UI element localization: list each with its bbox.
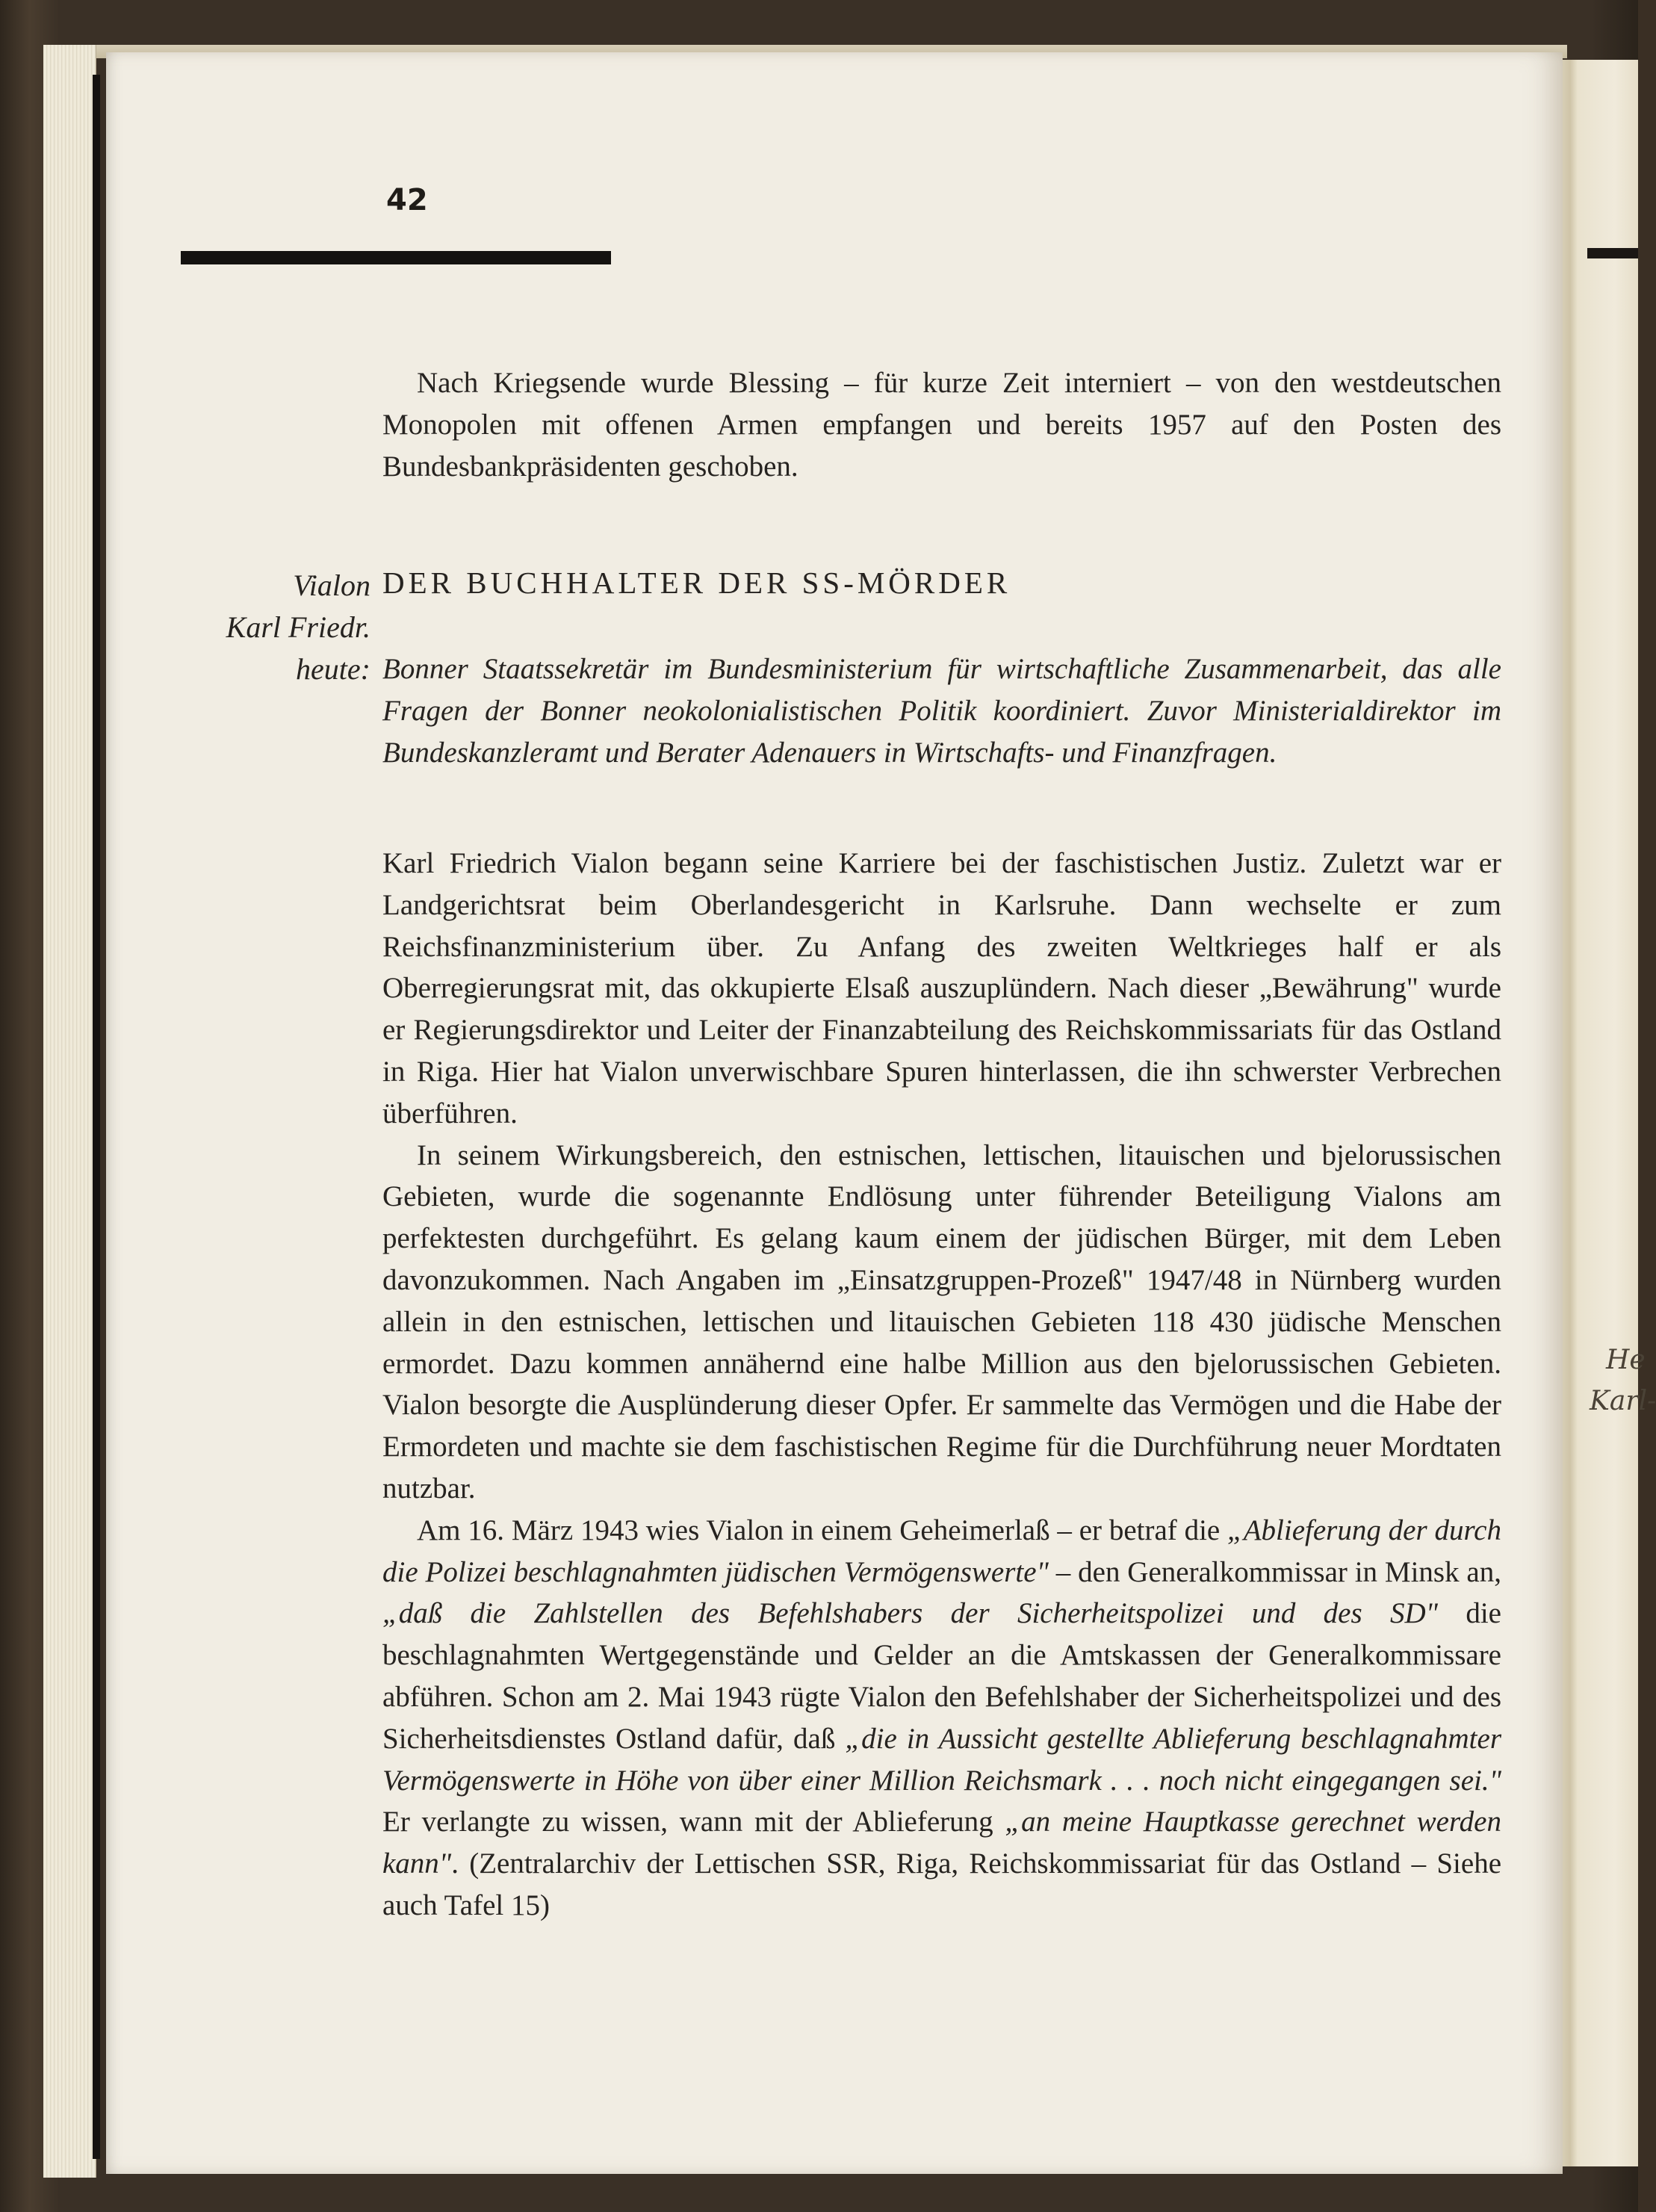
body-p3-text: Er verlangte zu wissen, wann mit der Ablieferung bbox=[382, 1806, 1005, 1838]
summary-italic bbox=[382, 648, 1501, 773]
body-text bbox=[382, 843, 1501, 1927]
body-p3-text: die beschlagnahmten Wertgegenstände und Gelder an die Amtskassen der Generalkommissare abführen. Schon am 2. Mai 1943 rügte Vialon den Befehlshaber der Sicherheitspolizei und des Sicherheitsdienstes Ostland dafür, daß bbox=[382, 1597, 1501, 1755]
body-p3-quote: „daß die Zahlstellen des Befehlshabers der Sicherheitspolizei und des SD" bbox=[382, 1597, 1439, 1630]
adjacent-page-rule bbox=[1587, 248, 1638, 258]
intro-paragraph bbox=[382, 362, 1501, 487]
right-page-edges bbox=[1563, 60, 1638, 2166]
body-p3-quote: „Ablieferung der durch die Polizei beschlagnahmten jüdischen Vermögenswerte" bbox=[382, 1514, 1501, 1588]
intro-text: Nach Kriegsende wurde Blessing – für kurze Zeit interniert – von den westdeutschen Monopolen mit offenen Armen empfangen und bereits 1957 auf den Posten des Bundesbankpräsidenten geschoben. bbox=[382, 367, 1501, 483]
body-p3-quote: „an meine Hauptkasse gerechnet werden kann" bbox=[382, 1806, 1501, 1880]
body-paragraph-3 bbox=[382, 1510, 1501, 1927]
left-page-edges bbox=[43, 45, 96, 2178]
margin-name-last: Vialon bbox=[293, 569, 370, 602]
adjacent-page-fragment: Karl- bbox=[1590, 1386, 1656, 1416]
page-number: 42 bbox=[386, 183, 428, 217]
margin-name-first: Karl Friedr. bbox=[226, 610, 370, 644]
section-heading: DER BUCHHALTER DER SS-MÖRDER bbox=[382, 566, 1011, 600]
margin-today: heute: bbox=[296, 652, 370, 686]
body-p3-text: – den Generalkommissar in Minsk an, bbox=[1048, 1555, 1501, 1588]
body-paragraph-2: In seinem Wirkungsbereich, den estnischen, lettischen, litauischen und bjelorussischen Gebieten, wurde die sogenannte Endlösung unter führender Beteiligung Vialons am perfektesten durchgeführt. Es gelang kaum einem der jüdischen Bürger, mit dem Leben davonzukommen. Nach Angaben im „Einsatzgruppen-Prozeß" 1947/48 in Nürnberg wurden allein in den estnischen, lettischen und litauischen Gebieten 118 430 jüdische Menschen ermordet. Dazu kommen annähernd eine halbe Million aus den bjelorussischen Gebieten. Vialon besorgte die Ausplünderung dieser Opfer. Er sammelte das Vermögen und die Habe der Ermordeten und machte sie dem faschistischen Regime für die Durchführung neuer Mordtaten nutzbar. bbox=[382, 1138, 1501, 1505]
body-p3-text: . (Zentralarchiv der Lettischen SSR, Riga, Reichskommissariat für das Ostland – Siehe auch Tafel 15) bbox=[382, 1847, 1501, 1921]
body-p3-quote: „die in Aussicht gestellte Ablieferung beschlagnahmter Vermögenswerte in Höhe von über einer Million Reichsmark . . . noch nicht eingegangen sei." bbox=[382, 1722, 1501, 1797]
body-paragraph-1: Karl Friedrich Vialon begann seine Karriere bei der faschistischen Justiz. Zuletzt war er Landgerichtsrat beim Oberlandesgericht in Karlsruhe. Dann wechselte er zum Reichsfinanzministerium über. Zu Anfang des zweiten Weltkrieges half er als Oberregierungsrat mit, das okkupierte Elsaß auszuplündern. Nach dieser „Bewährung" wurde er Regierungsdirektor und Leiter der Finanzabteilung des Reichskommissariats für das Ostland in Riga. Hier hat Vialon unverwischbare Spuren hinterlassen, die ihn schwerster Verbrechen überführen. bbox=[382, 847, 1501, 1130]
adjacent-page-fragment: He bbox=[1606, 1345, 1646, 1375]
header-rule bbox=[181, 251, 611, 264]
body-p3-text: Am 16. März 1943 wies Vialon in einem Geheimerlaß – er betraf die bbox=[417, 1514, 1228, 1546]
summary-text: Bonner Staatssekretär im Bundesministerium für wirtschaftliche Zusammenarbeit, das alle Fragen der Bonner neokolonialistischen Politik koordiniert. Zuvor Ministerialdirektor im Bundeskanzleramt und Berater Adenauers in Wirtschafts- und Finanzfragen. bbox=[382, 653, 1501, 769]
binding-shadow bbox=[93, 75, 100, 2159]
